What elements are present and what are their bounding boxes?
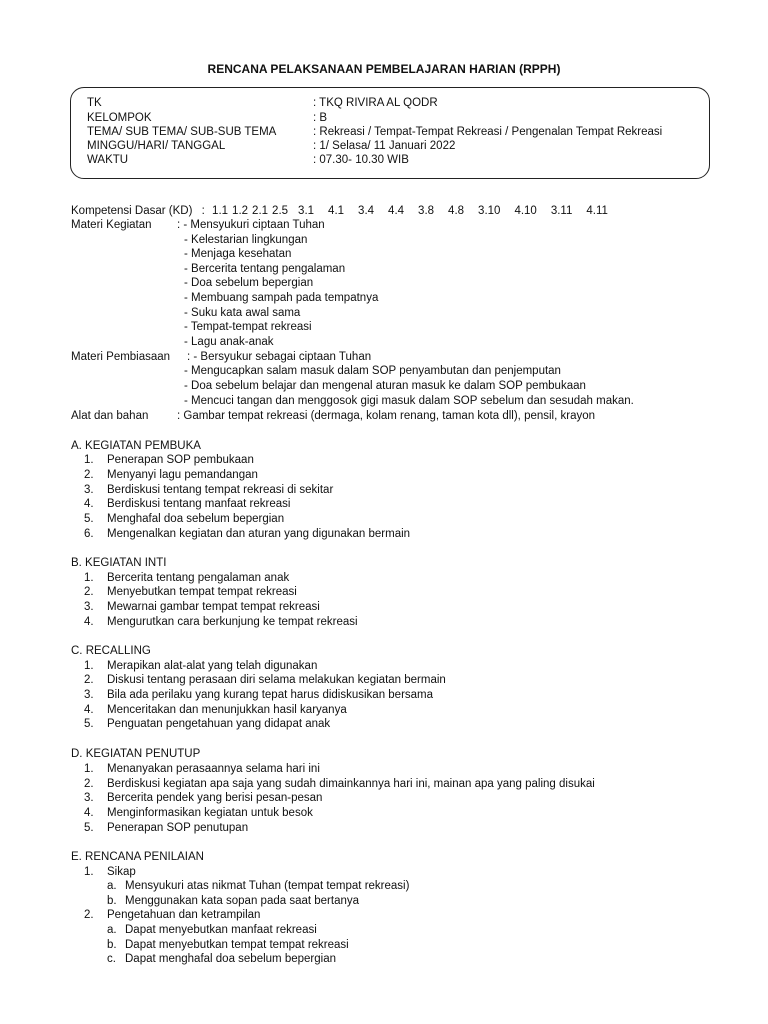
info-label-waktu: WAKTU	[87, 154, 129, 166]
materi-kegiatan-item: : - Mensyukuri ciptaan Tuhan	[177, 219, 325, 231]
materi-kegiatan-label: Materi Kegiatan	[71, 219, 152, 231]
kd-row	[71, 204, 612, 219]
materi-kegiatan-item: - Menjaga kesehatan	[184, 248, 292, 260]
kd-value: 4.11	[586, 205, 608, 217]
section-title-penilaian: E. RENCANA PENILAIAN	[71, 851, 204, 863]
materi-pembiasaan-item: : - Bersyukur sebagai ciptaan Tuhan	[187, 351, 372, 363]
kd-value: 4.10	[514, 205, 537, 217]
kd-value: 2.5	[272, 205, 289, 217]
section-title-inti: B. KEGIATAN INTI	[71, 557, 167, 569]
materi-pembiasaan-item: - Mencuci tangan dan menggosok gigi masuk dalam SOP sebelum dan sesudah makan.	[184, 395, 634, 407]
kd-value: 3.4	[358, 205, 375, 217]
info-label-kelompok: KELOMPOK	[87, 112, 152, 124]
info-label-tema: TEMA/ SUB TEMA/ SUB-SUB TEMA	[87, 126, 277, 138]
info-value-tema: : Rekreasi / Tempat-Tempat Rekreasi / Pengenalan Tempat Rekreasi	[313, 126, 663, 138]
section-title-recalling: C. RECALLING	[71, 645, 151, 657]
kd-value: 1.1	[212, 205, 229, 217]
kd-value: 3.11	[550, 205, 573, 217]
info-value-minggu: : 1/ Selasa/ 11 Januari 2022	[313, 140, 456, 152]
materi-kegiatan-item: - Doa sebelum bepergian	[184, 277, 314, 289]
kd-values	[212, 205, 612, 217]
info-value-tk: : TKQ RIVIRA AL QODR	[313, 97, 438, 109]
info-value-waktu: : 07.30- 10.30 WIB	[313, 154, 409, 166]
section-title-pembuka: A. KEGIATAN PEMBUKA	[71, 440, 201, 452]
kd-value: 2.1	[252, 205, 269, 217]
materi-kegiatan-item: - Tempat-tempat rekreasi	[184, 321, 312, 333]
kd-label: Kompetensi Dasar (KD)	[71, 205, 193, 217]
materi-kegiatan-item: - Bercerita tentang pengalaman	[184, 263, 346, 275]
page-title: RENCANA PELAKSANAAN PEMBELAJARAN HARIAN (RPPH)	[207, 62, 561, 76]
materi-pembiasaan-label: Materi Pembiasaan	[71, 351, 171, 363]
kd-value: 4.4	[388, 205, 405, 217]
kd-value: 3.1	[298, 205, 315, 217]
materi-pembiasaan-item: - Doa sebelum belajar dan mengenal aturan masuk ke dalam SOP pembukaan	[184, 380, 586, 392]
kd-value: 3.10	[478, 205, 501, 217]
kd-value: 4.8	[448, 205, 465, 217]
kd-value: 3.8	[418, 205, 435, 217]
materi-pembiasaan-item: - Mengucapkan salam masuk dalam SOP penyambutan dan penjemputan	[184, 365, 561, 377]
materi-kegiatan-item: - Suku kata awal sama	[184, 307, 301, 319]
info-label-minggu: MINGGU/HARI/ TANGGAL	[87, 140, 226, 152]
materi-kegiatan-item: - Membuang sampah pada tempatnya	[184, 292, 379, 304]
info-label-tk: TK	[87, 97, 102, 109]
materi-kegiatan-item: - Kelestarian lingkungan	[184, 234, 308, 246]
section-title-penutup: D. KEGIATAN PENUTUP	[71, 748, 201, 760]
kd-value: 1.2	[232, 205, 249, 217]
info-box	[70, 87, 710, 179]
alat-label: Alat dan bahan	[71, 410, 149, 422]
info-value-kelompok: : B	[313, 112, 328, 124]
alat-value: : Gambar tempat rekreasi (dermaga, kolam renang, taman kota dll), pensil, krayon	[177, 410, 596, 422]
kd-sep: :	[201, 205, 205, 217]
kd-value: 4.1	[328, 205, 345, 217]
materi-kegiatan-item: - Lagu anak-anak	[184, 336, 274, 348]
